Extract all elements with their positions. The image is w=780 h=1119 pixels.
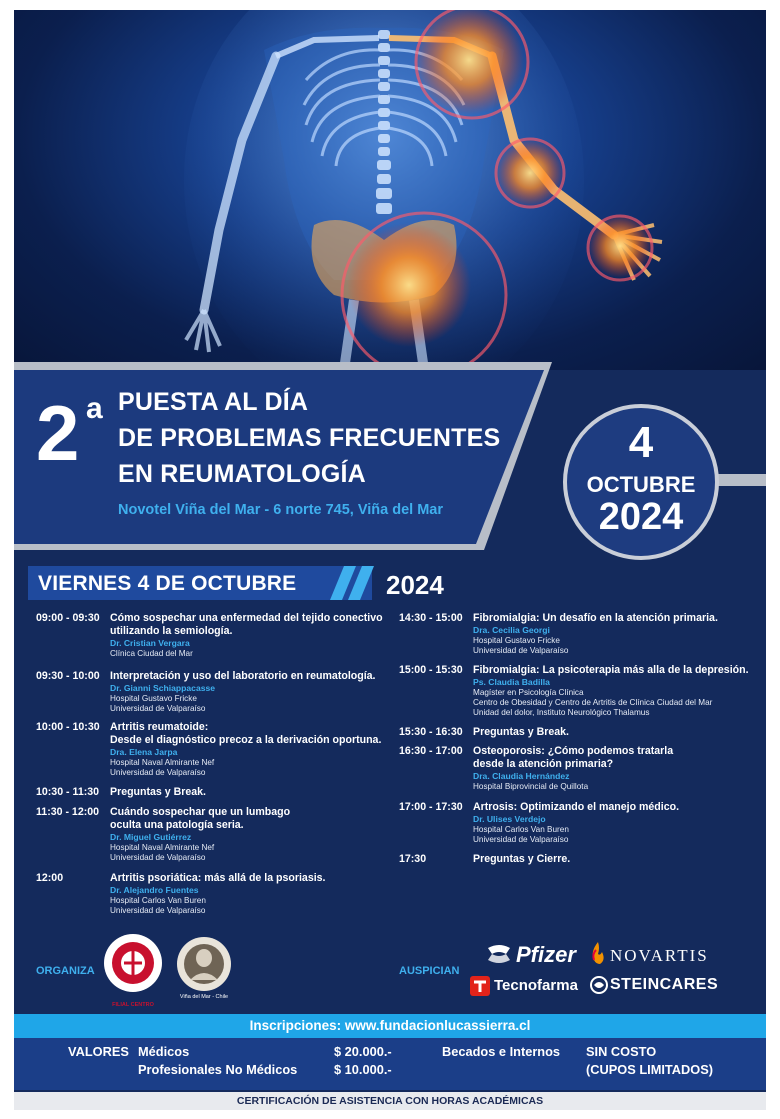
session-speaker: Ps. Claudia Badilla [473, 677, 550, 687]
session-topic: Fibromialgia: Un desafío en la atención primaria. [473, 612, 718, 624]
society-name [102, 958, 164, 959]
event-venue: Novotel Viña del Mar - 6 norte 745, Viña del Mar [118, 502, 444, 518]
session-institution: Magíster en Psicología Clínica [473, 688, 584, 697]
date-year: 2024 [598, 496, 684, 538]
session-topic: utilizando la semiología. [110, 625, 233, 637]
organiza-label: ORGANIZA [36, 965, 95, 977]
session-speaker: Dr. Cristian Vergara [110, 638, 190, 648]
session-topic: Interpretación y uso del laboratorio en reumatología. [110, 670, 376, 682]
session-time: 14:30 - 15:00 [399, 612, 463, 624]
session-topic: Preguntas y Break. [110, 786, 206, 798]
becados-note: (CUPOS LIMITADOS) [586, 1062, 714, 1077]
price-category: Profesionales No Médicos [138, 1062, 298, 1077]
tecnofarma-icon [470, 976, 490, 996]
session-speaker: Dra. Elena Jarpa [110, 747, 178, 757]
price-value: $ 10.000.- [334, 1062, 392, 1077]
session-institution: Hospital Gustavo Fricke [473, 636, 560, 645]
session-speaker: Dra. Cecilia Georgi [473, 625, 550, 635]
becados-value: SIN COSTO [586, 1044, 657, 1059]
event-title-line-2: DE PROBLEMAS FRECUENTES [118, 424, 501, 452]
event-title-line-3: EN REUMATOLOGÍA [118, 460, 366, 488]
skeleton-hero-image [14, 10, 766, 370]
becados-label: Becados e Internos [442, 1044, 561, 1059]
foundation-subtitle: Viña del Mar - Chile [179, 994, 229, 1000]
date-month: OCTUBRE [586, 472, 696, 497]
event-poster [14, 10, 766, 1110]
session-speaker: Dr. Alejandro Fuentes [110, 885, 199, 895]
session-topic: Cuándo sospechar que un lumbago [110, 806, 291, 818]
society-logo [102, 932, 164, 1002]
session-topic: Fibromialgia: La psicoterapia más alla de la depresión. [473, 664, 749, 676]
session-time: 17:30 [399, 853, 427, 865]
edition-ordinal: a [86, 392, 103, 425]
prices-label: VALORES [68, 1044, 129, 1059]
session-time: 11:30 - 12:00 [36, 806, 100, 818]
session-time: 10:30 - 11:30 [36, 786, 100, 798]
society-subtitle: FILIAL CENTRO [112, 1002, 154, 1008]
session-institution: Universidad de Valparaíso [110, 853, 206, 862]
session-speaker: Dr. Gianni Schiappacasse [110, 683, 216, 693]
edition-number: 2 [36, 389, 78, 477]
session-speaker: Dr. Miguel Gutiérrez [110, 832, 192, 842]
session-institution: Hospital Gustavo Fricke [110, 694, 197, 703]
session-institution: Hospital Carlos Van Buren [110, 896, 206, 905]
event-title-line-1: PUESTA AL DÍA [118, 388, 309, 416]
certification-bar: CERTIFICACIÓN DE ASISTENCIA CON HORAS ACADÉMICAS [14, 1092, 766, 1110]
session-institution: Universidad de Valparaíso [473, 646, 569, 655]
session-topic: Artritis reumatoide: [110, 721, 209, 733]
session-topic: Artritis psoriática: más allá de la psoriasis. [110, 872, 326, 884]
session-topic: Preguntas y Break. [473, 726, 569, 738]
steincares-icon [590, 976, 608, 994]
session-institution: Clínica Ciudad del Mar [110, 649, 193, 658]
program-year: 2024 [386, 570, 444, 600]
session-institution: Universidad de Valparaíso [110, 906, 206, 915]
session-time: 15:30 - 16:30 [399, 726, 463, 738]
header-stripes [330, 566, 378, 600]
session-topic: Preguntas y Cierre. [473, 853, 571, 865]
event-date-badge [563, 404, 719, 560]
price-category: Médicos [138, 1044, 190, 1059]
session-time: 10:00 - 10:30 [36, 721, 100, 733]
sponsor-steincares: STEINCARES [610, 976, 719, 993]
date-day: 4 [628, 418, 654, 467]
session-topic: oculta una patología seria. [110, 819, 244, 831]
session-time: 09:00 - 09:30 [36, 612, 100, 624]
session-institution: Unidad del dolor, Instituto Neurológico Thalamus [473, 708, 650, 717]
sponsor-pfizer: Pfizer [516, 942, 576, 967]
sponsor-tecnofarma: Tecnofarma [494, 977, 578, 994]
day-label: VIERNES 4 DE OCTUBRE [38, 572, 297, 595]
foundation-name [176, 956, 232, 957]
novartis-flame-icon [588, 940, 608, 966]
session-time: 12:00 [36, 872, 64, 884]
pfizer-icon [484, 940, 514, 970]
session-speaker: Dr. Ulises Verdejo [473, 814, 546, 824]
session-topic: desde la atención primaria? [473, 758, 614, 770]
session-topic: Cómo sospechar una enfermedad del tejido conectivo [110, 612, 383, 624]
skeleton-illustration [14, 10, 766, 370]
session-topic: Artrosis: Optimizando el manejo médico. [473, 801, 680, 813]
price-value: $ 20.000.- [334, 1044, 392, 1059]
session-institution: Hospital Carlos Van Buren [473, 825, 569, 834]
session-time: 15:00 - 15:30 [399, 664, 463, 676]
session-institution: Universidad de Valparaíso [110, 704, 206, 713]
session-institution: Hospital Naval Almirante Nef [110, 843, 215, 852]
session-speaker: Dra. Claudia Hernández [473, 771, 570, 781]
sponsor-novartis: NOVARTIS [610, 946, 709, 965]
session-topic: Osteoporosis: ¿Cómo podemos tratarla [473, 745, 674, 757]
session-time: 09:30 - 10:00 [36, 670, 100, 682]
registration-link[interactable]: Inscripciones: www.fundacionlucassierra.cl [249, 1018, 531, 1033]
session-institution: Hospital Biprovincial de Quillota [473, 782, 589, 791]
registration-bar [14, 1014, 766, 1038]
session-time: 16:30 - 17:00 [399, 745, 463, 757]
auspician-label: AUSPICIAN [399, 965, 460, 977]
session-institution: Universidad de Valparaíso [473, 835, 569, 844]
session-time: 17:00 - 17:30 [399, 801, 463, 813]
session-institution: Centro de Obesidad y Centro de Artritis de Clínica Ciudad del Mar [473, 698, 713, 707]
foundation-logo [176, 936, 232, 994]
session-institution: Universidad de Valparaíso [110, 768, 206, 777]
session-topic: Desde el diagnóstico precoz a la derivación oportuna. [110, 734, 382, 746]
session-institution: Hospital Naval Almirante Nef [110, 758, 215, 767]
